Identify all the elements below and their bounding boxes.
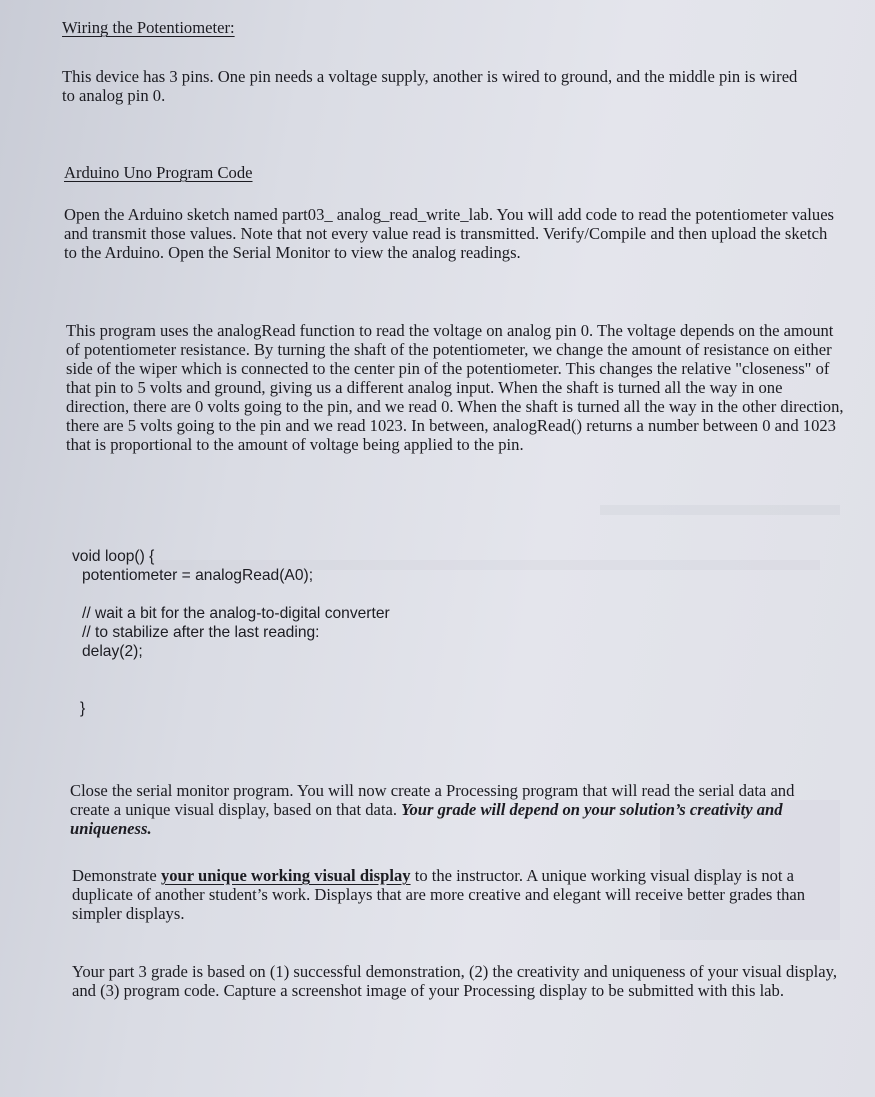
code-line: // to stabilize after the last reading:: [82, 624, 320, 641]
analogread-explanation-paragraph: This program uses the analogRead function to read the voltage on analog pin 0. The voltage depends on the amount of potentiometer resistance. By turning the shaft of the potentiometer, we change the amount of resistance on either side of the wiper which is connected to the center pin of the potentiometer. This changes the relative "closeness" of that pin to 5 volts and ground, giving us a different analog input. When the shaft is turned all the way in one direction, there are 0 volts going to the pin, and we read 0. When the shaft is turned all the way in the other direction, there are 5 volts going to the pin and we read 1023. In between, analogRead() returns a number between 0 and 1023 that is proportional to the amount of voltage being applied to the pin.: [66, 321, 844, 454]
sketch-instructions-paragraph: Open the Arduino sketch named part03_ analog_read_write_lab. You will add code to read the potentiometer values and transmit those values. Note that not every value read is transmitted. Verify/Compile and then upload the sketch to the Arduino. Open the Serial Monitor to view the analog readings.: [64, 205, 835, 262]
processing-text: Close the serial monitor program. You will now create a Processing program that will read the serial data and create a unique visual display, based on that data.: [70, 781, 795, 819]
unique-display-emphasis: your unique working visual display: [160, 866, 411, 885]
code-heading: Arduino Uno Program Code: [64, 163, 253, 182]
code-snippet: [72, 547, 492, 718]
demonstrate-text-after: to the instructor. A unique working visual display is not a duplicate of another student’s work. Displays that are more creative and elegant will receive better grades than simpler displays.: [72, 866, 806, 923]
code-line: void loop() {: [72, 548, 155, 565]
processing-instructions-paragraph: [70, 781, 830, 838]
grade-emphasis: Your grade will depend on your solution’s creativity and uniqueness.: [70, 800, 783, 838]
wiring-paragraph: This device has 3 pins. One pin needs a voltage supply, another is wired to ground, and the middle pin is wired to analog pin 0.: [62, 67, 798, 105]
grading-paragraph: Your part 3 grade is based on (1) successful demonstration, (2) the creativity and uniqueness of your visual display, and (3) program code. Capture a screenshot image of your Processing display to be submitted with this lab.: [72, 962, 837, 1000]
code-line: // wait a bit for the analog-to-digital converter: [82, 605, 390, 622]
code-line: delay(2);: [82, 643, 143, 660]
bleed-through-shadow: [600, 505, 840, 515]
code-line: potentiometer = analogRead(A0);: [82, 567, 314, 584]
code-line: }: [80, 700, 86, 717]
wiring-heading: Wiring the Potentiometer:: [62, 18, 235, 37]
demonstrate-text-before: Demonstrate: [72, 866, 161, 885]
demonstrate-paragraph: [72, 866, 837, 923]
